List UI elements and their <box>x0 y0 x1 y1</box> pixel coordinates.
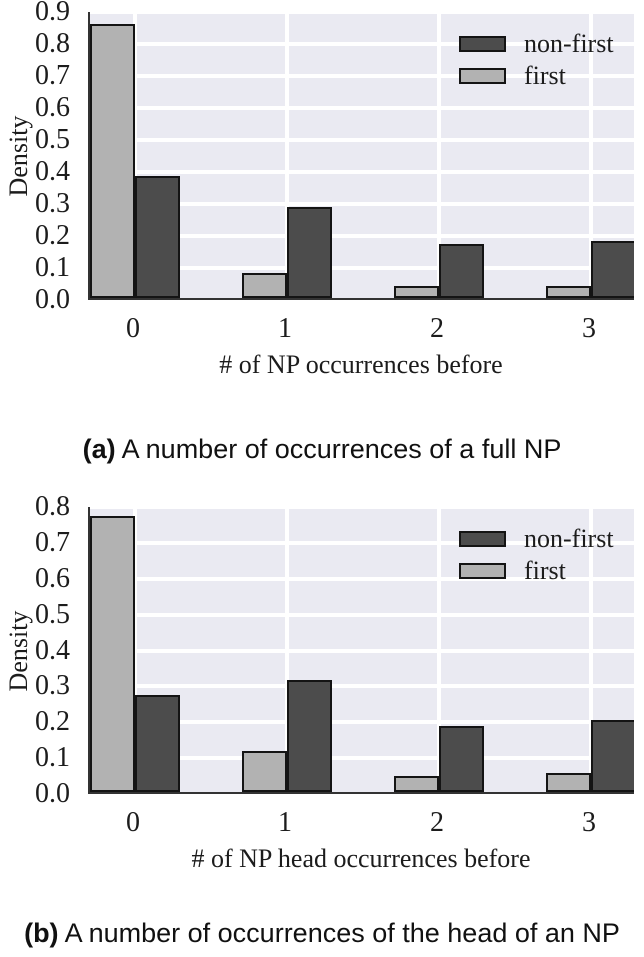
x-tick-label: 2 <box>430 313 444 344</box>
bar-first-1 <box>242 751 287 792</box>
gridline-horizontal <box>90 613 634 617</box>
y-tick-label: 0.9 <box>35 0 70 27</box>
y-tick-label: 0.5 <box>35 599 70 630</box>
legend-swatch-non-first <box>459 531 506 547</box>
caption-a-text: A number of occurrences of a full NP <box>121 434 562 464</box>
bar-first-0 <box>90 516 135 792</box>
y-tick-label: 0.8 <box>35 491 70 522</box>
y-tick-label: 0.2 <box>35 220 70 251</box>
plot-area <box>88 507 634 794</box>
bar-non-first-3 <box>591 720 634 792</box>
x-tick-label: 0 <box>126 807 140 838</box>
caption-a-label: (a) <box>82 434 116 464</box>
x-tick-label: 0 <box>126 313 140 344</box>
y-tick-label: 0.6 <box>35 563 70 594</box>
y-tick-label: 0.1 <box>35 252 70 283</box>
gridline-horizontal <box>90 507 634 509</box>
y-tick-label: 0.4 <box>35 156 70 187</box>
bar-non-first-1 <box>287 680 332 792</box>
legend-swatch-first <box>459 563 506 579</box>
y-tick-label: 0.0 <box>35 284 70 315</box>
y-tick-label: 0.3 <box>35 188 70 219</box>
x-axis-label: # of NP head occurrences before <box>191 844 531 873</box>
y-tick-label: 0.8 <box>35 28 70 59</box>
y-tick-label: 0.3 <box>35 670 70 701</box>
legend-label-first: first <box>524 61 566 90</box>
x-tick-label: 2 <box>430 807 444 838</box>
bar-first-3 <box>546 773 591 792</box>
x-tick-label: 3 <box>582 313 596 344</box>
x-tick-label: 1 <box>278 313 292 344</box>
x-tick-label: 3 <box>582 807 596 838</box>
legend-label-non-first: non-first <box>524 29 614 58</box>
caption-b <box>0 918 644 949</box>
y-tick-label: 0.2 <box>35 706 70 737</box>
y-tick-label: 0.6 <box>35 92 70 123</box>
caption-b-text: A number of occurrences of the head of an NP <box>64 918 620 948</box>
legend-label-first: first <box>524 556 566 585</box>
caption-a <box>0 434 644 465</box>
y-tick-label: 0.0 <box>35 778 70 809</box>
y-tick-label: 0.4 <box>35 635 70 666</box>
bar-first-2 <box>394 776 439 792</box>
y-tick-label: 0.1 <box>35 742 70 773</box>
y-axis-label: Density <box>4 115 33 197</box>
gridline-horizontal <box>90 684 634 688</box>
y-tick-label: 0.7 <box>35 60 70 91</box>
bar-non-first-0 <box>135 695 180 792</box>
caption-b-label: (b) <box>24 918 59 948</box>
bar-non-first-2 <box>439 726 484 792</box>
x-axis-label: # of NP occurrences before <box>219 350 503 379</box>
gridline-horizontal <box>90 649 634 653</box>
y-axis-label: Density <box>4 610 33 691</box>
legend-label-non-first: non-first <box>524 524 614 553</box>
y-tick-label: 0.7 <box>35 527 70 558</box>
x-tick-label: 1 <box>278 807 292 838</box>
y-tick-label: 0.5 <box>35 124 70 155</box>
